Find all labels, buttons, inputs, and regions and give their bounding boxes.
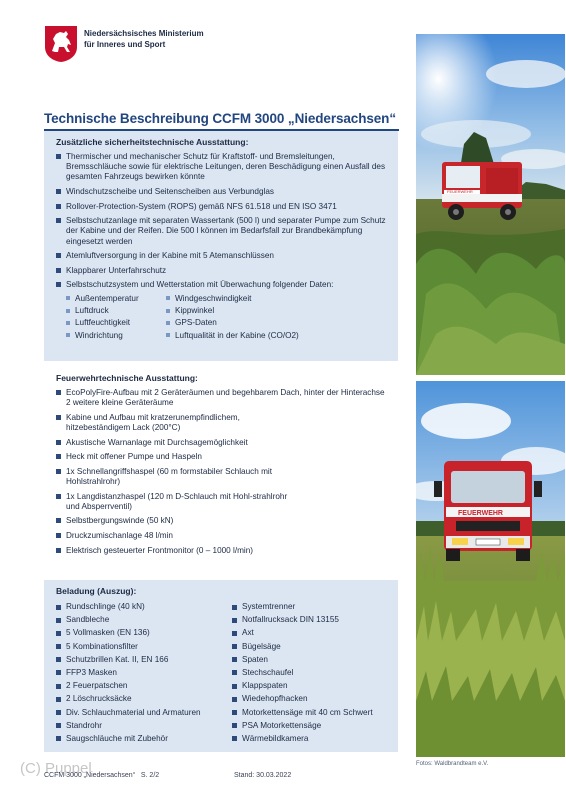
list-item	[56, 280, 390, 290]
bullet-icon	[232, 657, 237, 662]
list-item-text: Rundschlinge (40 kN)	[66, 602, 145, 611]
sub-list-item	[66, 306, 166, 316]
bullet-icon	[56, 548, 61, 553]
list-item	[56, 655, 232, 666]
bullet-icon	[232, 605, 237, 610]
bullet-icon	[56, 253, 61, 258]
list-item-text: Notfallrucksack DIN 13155	[242, 615, 339, 625]
bullet-icon	[56, 618, 61, 623]
list-item-text: Selbstbergungswinde (50 kN)	[66, 516, 174, 526]
list-item	[56, 721, 232, 732]
bullet-icon	[56, 282, 61, 287]
list-item-text: 2 Löschrucksäcke	[66, 694, 132, 704]
load-section-title: Beladung (Auszug):	[56, 586, 137, 596]
bullet-icon	[56, 189, 61, 194]
bullet-icon	[56, 218, 61, 223]
list-item-text: Spaten	[242, 654, 268, 664]
sub-bullet-icon	[166, 309, 170, 313]
list-item-text: EcoPolyFire-Aufbau mit 2 Geräteräumen und begehbarem Dach, hinter der Hinterachse 2 weitere kleine Geräteräume	[66, 388, 385, 408]
fire-equipment-panel	[44, 367, 398, 576]
bullet-icon	[56, 268, 61, 273]
bullet-icon	[56, 736, 61, 741]
sub-list-item	[66, 331, 166, 341]
sub-item-text: Windgeschwindigkeit	[175, 293, 252, 303]
bullet-icon	[56, 415, 61, 420]
sub-item-text: Windrichtung	[75, 330, 123, 340]
list-item-text: Stechschaufel	[242, 667, 294, 677]
list-item	[232, 602, 396, 613]
bullet-icon	[56, 154, 61, 159]
sub-bullet-icon	[166, 333, 170, 337]
list-item-text: Div. Schlauchmaterial und Armaturen	[66, 707, 201, 717]
list-item	[56, 531, 390, 541]
list-item-text: Wiedehopfhacken	[242, 694, 308, 704]
list-item	[56, 152, 390, 183]
load-panel	[44, 580, 398, 752]
list-item-text: Standrohr	[66, 720, 102, 730]
list-item	[56, 202, 390, 212]
sub-bullet-icon	[66, 321, 70, 325]
truck-photo-front	[416, 381, 565, 757]
lower-saxony-horse-logo	[44, 25, 78, 63]
list-item-text: Klappspaten	[242, 681, 288, 691]
bullet-icon	[56, 631, 61, 636]
list-item-text: 1x Langdistanzhaspel (120 m D-Schlauch mit Hohl-strahlrohr und Absperrventil)	[66, 491, 288, 511]
list-item-text: 5 Vollmasken (EN 136)	[66, 628, 150, 638]
list-item-text: Axt	[242, 628, 254, 638]
list-item	[232, 681, 396, 692]
list-item	[56, 628, 232, 639]
photo-credit: Fotos: Waldbrandteam e.V.	[416, 761, 489, 767]
bullet-icon	[232, 670, 237, 675]
sub-list-item	[66, 318, 166, 328]
list-item-text: Sandbleche	[66, 615, 110, 625]
list-item	[56, 452, 390, 462]
bullet-icon	[56, 697, 61, 702]
list-item	[56, 438, 390, 448]
list-item	[232, 615, 396, 626]
list-item	[232, 694, 396, 705]
load-list	[56, 602, 396, 747]
ministry-line-2: für Inneres und Sport	[84, 40, 166, 49]
list-item	[56, 602, 232, 613]
list-item	[56, 266, 390, 276]
bullet-icon	[56, 469, 61, 474]
bullet-icon	[232, 644, 237, 649]
bullet-icon	[56, 390, 61, 395]
bullet-icon	[56, 518, 61, 523]
list-item-text: Elektrisch gesteuerter Frontmonitor (0 – 1000 l/min)	[66, 545, 254, 555]
footer-doc-info: CCFM 3000 „Niedersachsen“ S. 2/2	[44, 772, 160, 779]
sub-bullet-icon	[166, 296, 170, 300]
safety-list	[56, 152, 390, 341]
sub-list-item	[66, 294, 166, 304]
truck-text-top: FEUERWEHR	[447, 189, 473, 194]
list-item	[56, 642, 232, 653]
bullet-icon	[232, 631, 237, 636]
list-item	[232, 628, 396, 639]
bullet-icon	[232, 697, 237, 702]
list-item	[56, 187, 390, 197]
sub-item-text: Außentemperatur	[75, 293, 139, 303]
list-item-text: Rollover-Protection-System (ROPS) gemäß NFS 61.518 und EN ISO 3471	[66, 201, 337, 211]
sub-list-item	[166, 331, 326, 341]
bullet-icon	[232, 723, 237, 728]
bullet-icon	[232, 710, 237, 715]
load-list-left	[56, 602, 232, 747]
fire-section-title: Feuerwehrtechnische Ausstattung:	[56, 373, 198, 383]
list-item	[56, 615, 232, 626]
ministry-name	[84, 28, 204, 50]
list-item	[56, 492, 390, 512]
list-item	[56, 546, 390, 556]
bullet-icon	[56, 494, 61, 499]
list-item-text: Systemtrenner	[242, 602, 296, 611]
list-item-text: PSA Motorkettensäge	[242, 720, 322, 730]
list-item-text: 2 Feuerpatschen	[66, 681, 128, 691]
list-item	[232, 668, 396, 679]
load-list-right	[232, 602, 396, 747]
list-item	[232, 708, 396, 719]
sub-bullet-icon	[66, 333, 70, 337]
list-item	[56, 734, 232, 745]
sub-list-item	[166, 318, 326, 328]
list-item	[232, 642, 396, 653]
list-item-text: Atemluftversorgung in der Kabine mit 5 Atemanschlüssen	[66, 251, 274, 261]
bullet-icon	[56, 644, 61, 649]
bullet-icon	[56, 533, 61, 538]
footer-date: Stand: 30.03.2022	[234, 772, 292, 779]
list-item	[232, 734, 396, 745]
list-item-text: Selbstschutzanlage mit separaten Wassertank (500 l) und separater Pumpe zum Schutz der Kabine und der Reifen. Die 500 l können im Bedarfsfall zur Brandbekämpfung eingesetzt werden	[66, 216, 386, 246]
list-item-text: Akustische Warnanlage mit Durchsagemöglichkeit	[66, 437, 248, 447]
sub-bullet-icon	[166, 321, 170, 325]
ministry-line-1: Niedersächsisches Ministerium	[84, 29, 204, 38]
list-item	[56, 467, 390, 487]
bullet-icon	[56, 684, 61, 689]
bullet-icon	[56, 204, 61, 209]
fire-list	[56, 388, 390, 560]
bullet-icon	[56, 670, 61, 675]
list-item-text: Klappbarer Unterfahrschutz	[66, 265, 167, 275]
list-item	[56, 694, 232, 705]
sub-item-text: GPS-Daten	[175, 318, 217, 328]
list-item	[56, 516, 390, 526]
safety-equipment-panel	[44, 131, 398, 361]
bullet-icon	[56, 657, 61, 662]
list-item-text: Kabine und Aufbau mit kratzerunempfindlichem, hitzebeständigem Lack (200°C)	[66, 412, 240, 432]
list-item	[232, 655, 396, 666]
list-item-text: Schutzbrillen Kat. II, EN 166	[66, 654, 169, 664]
bullet-icon	[232, 684, 237, 689]
bullet-icon	[56, 454, 61, 459]
list-item	[56, 388, 390, 408]
list-item-text: Saugschläuche mit Zubehör	[66, 733, 168, 743]
list-item-text: Heck mit offener Pumpe und Haspeln	[66, 452, 202, 462]
list-item-text: FFP3 Masken	[66, 667, 117, 677]
watermark: (C) Puppel	[20, 760, 92, 777]
list-item-text: 5 Kombinationsfilter	[66, 641, 138, 651]
sub-item-text: Luftqualität in der Kabine (CO/O2)	[175, 330, 299, 340]
bullet-icon	[232, 618, 237, 623]
list-item	[56, 216, 390, 247]
sub-item-text: Luftfeuchtigkeit	[75, 318, 131, 328]
list-item	[56, 708, 232, 719]
truck-photo-heath	[416, 34, 565, 375]
bullet-icon	[56, 710, 61, 715]
list-item	[56, 668, 232, 679]
truck-text-bottom: FEUERWEHR	[458, 510, 503, 517]
list-item-text: 1x Schnellangriffshaspel (60 m formstabiler Schlauch mit Hohlstrahlrohr)	[66, 466, 272, 486]
list-item-text: Bügelsäge	[242, 641, 281, 651]
sub-bullet-icon	[66, 309, 70, 313]
list-item	[56, 251, 390, 261]
list-item-text: Thermischer und mechanischer Schutz für Kraftstoff- und Bremsleitungen, Bremsschläuche sowie für elektrische Leitungen, deren Beschädigung einen Ausfall des gesamten Fahrzeugs bewirken könnte	[66, 152, 386, 182]
safety-section-title: Zusätzliche sicherheitstechnische Ausstattung:	[56, 137, 249, 147]
list-item	[232, 721, 396, 732]
sub-bullet-icon	[66, 296, 70, 300]
bullet-icon	[232, 736, 237, 741]
sub-list-item	[166, 306, 326, 316]
sub-item-text: Luftdruck	[75, 306, 109, 316]
list-item-text: Motorkettensäge mit 40 cm Schwert	[242, 707, 373, 717]
page-title: Technische Beschreibung CCFM 3000 „Niedersachsen“	[44, 111, 396, 126]
bullet-icon	[56, 605, 61, 610]
sub-item-text: Kippwinkel	[175, 306, 215, 316]
list-item-text: Selbstschutzsystem und Wetterstation mit Überwachung folgender Daten:	[66, 280, 334, 290]
list-item-text: Wärmebildkamera	[242, 733, 309, 743]
list-item	[56, 681, 232, 692]
list-item-text: Windschutzscheibe und Seitenscheiben aus Verbundglas	[66, 187, 275, 196]
list-item-text: Druckzumischanlage 48 l/min	[66, 530, 173, 540]
bullet-icon	[56, 723, 61, 728]
list-item	[56, 413, 390, 433]
monitoring-data-list	[66, 294, 390, 341]
bullet-icon	[56, 440, 61, 445]
sub-list-item	[166, 294, 326, 304]
